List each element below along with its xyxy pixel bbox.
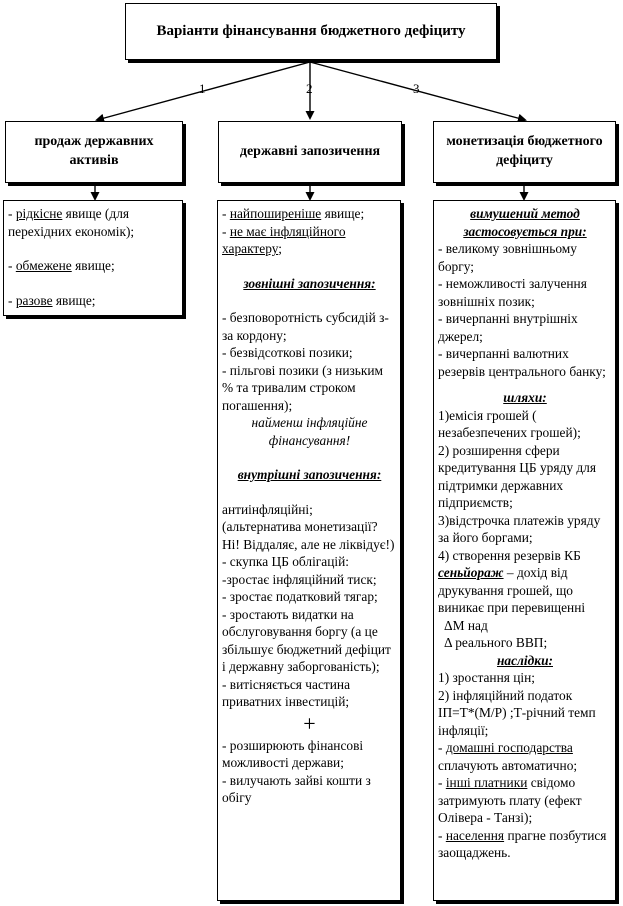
- internal-borrowing-heading: внутрішні запозичення:: [237, 467, 382, 482]
- list-item: - неможливості залучення зовнішніх позик;: [438, 276, 587, 309]
- asset-sales-details: [3, 200, 183, 316]
- list-item: 2) розширення сфери кредитування ЦБ уряду для підтримки державних підприємств;: [438, 442, 597, 510]
- branch-number-1: 1: [199, 81, 206, 96]
- list-item: - безповоротність субсидій з-за кордону;: [222, 310, 389, 343]
- seigniorage-term: сеньйораж: [438, 565, 504, 580]
- list-item: - безвідсоткові позики;: [222, 345, 353, 360]
- list-item: - обмежене явище;: [8, 258, 115, 273]
- seigniorage-line: Δ реального ВВП;: [444, 635, 548, 650]
- list-item: -зростає інфляційний тиск;: [222, 571, 377, 587]
- list-item: - зростає податковий тягар;: [222, 589, 378, 604]
- seigniorage-line: ΔM над: [444, 617, 488, 633]
- list-item: - вичерпанні внутрішніх джерел;: [438, 311, 578, 344]
- list-item: - розширюють фінансові можливості держави;: [222, 737, 364, 770]
- list-item: - домашні господарства сплачують автоматично;: [438, 740, 578, 773]
- seigniorage-definition: сеньйораж – дохід від друкування грошей, що виникає при перевищенні: [438, 565, 586, 615]
- list-item: 3)відстрочка платежів уряду за його боргами;: [438, 512, 601, 545]
- list-item: - найпоширеніше явище;: [222, 206, 365, 221]
- ways-heading: шляхи:: [503, 390, 547, 405]
- header-state-borrowing-text: державні запозичення: [239, 143, 381, 159]
- diagram-title: [125, 3, 497, 60]
- title-text: Варіанти фінансування бюджетного дефіциту: [156, 23, 466, 39]
- header-monetization-text: монетизація бюджетного дефіциту: [446, 134, 603, 168]
- list-item: 2) інфляційний податок ІП=Т*(М/Р) ;Т-річний темп інфляції;: [438, 687, 596, 738]
- list-item: (альтернатива монетизації? Ні! Віддаляє, але не ліквідує!): [222, 519, 395, 552]
- consequences-heading: наслідки:: [496, 652, 553, 668]
- monetization-details: [433, 200, 616, 901]
- list-item: - великому зовнішньому боргу;: [438, 241, 577, 274]
- list-item: - зростають видатки на обслуговування боргу (а це збільшує бюджетний дефіцит і державну заборгованість);: [222, 606, 391, 674]
- branch-number-2: 2: [306, 81, 313, 96]
- state-borrowing-details: [217, 200, 401, 901]
- header-state-borrowing: [218, 121, 402, 183]
- list-item: 4) створення резервів КБ: [438, 547, 581, 563]
- header-monetization: [433, 121, 616, 183]
- header-asset-sales: [5, 121, 183, 183]
- list-item: 1)емісія грошей ( незабезпечених грошей);: [438, 407, 581, 440]
- header-asset-sales-text: продаж державних активів: [34, 134, 154, 168]
- list-item: - населення прагне позбутися заощаджень.: [438, 827, 607, 860]
- list-item: 1) зростання цін;: [438, 670, 536, 685]
- list-item: антиінфляційні;: [222, 501, 313, 517]
- list-item: - витісняється частина приватних інвестицій;: [222, 676, 351, 709]
- list-item: - пільгові позики (з низьким % та тривалим строком погашення);: [222, 362, 384, 413]
- list-item: - скупка ЦБ облігацій:: [222, 554, 350, 569]
- list-item: - рідкісне явище (для перехідних економік);: [8, 206, 135, 239]
- branch-number-3: 3: [413, 81, 420, 96]
- list-item: - не має інфляційного характеру;: [222, 223, 346, 256]
- plus-sign: +: [303, 710, 316, 736]
- external-borrowing-heading: зовнішні запозичення:: [243, 275, 376, 291]
- list-item: - вилучають зайві кошти з обігу: [222, 772, 371, 805]
- list-item: - разове явище;: [8, 292, 96, 308]
- list-item: - вичерпанні валютних резервів центрального банку;: [438, 346, 606, 379]
- list-item: - інші платники свідомо затримують плату (ефект Олівера - Танзі);: [438, 775, 582, 825]
- external-note: найменш інфляційне фінансування!: [251, 415, 368, 448]
- forced-method-heading: вимушений метод застосовується при:: [463, 206, 587, 239]
